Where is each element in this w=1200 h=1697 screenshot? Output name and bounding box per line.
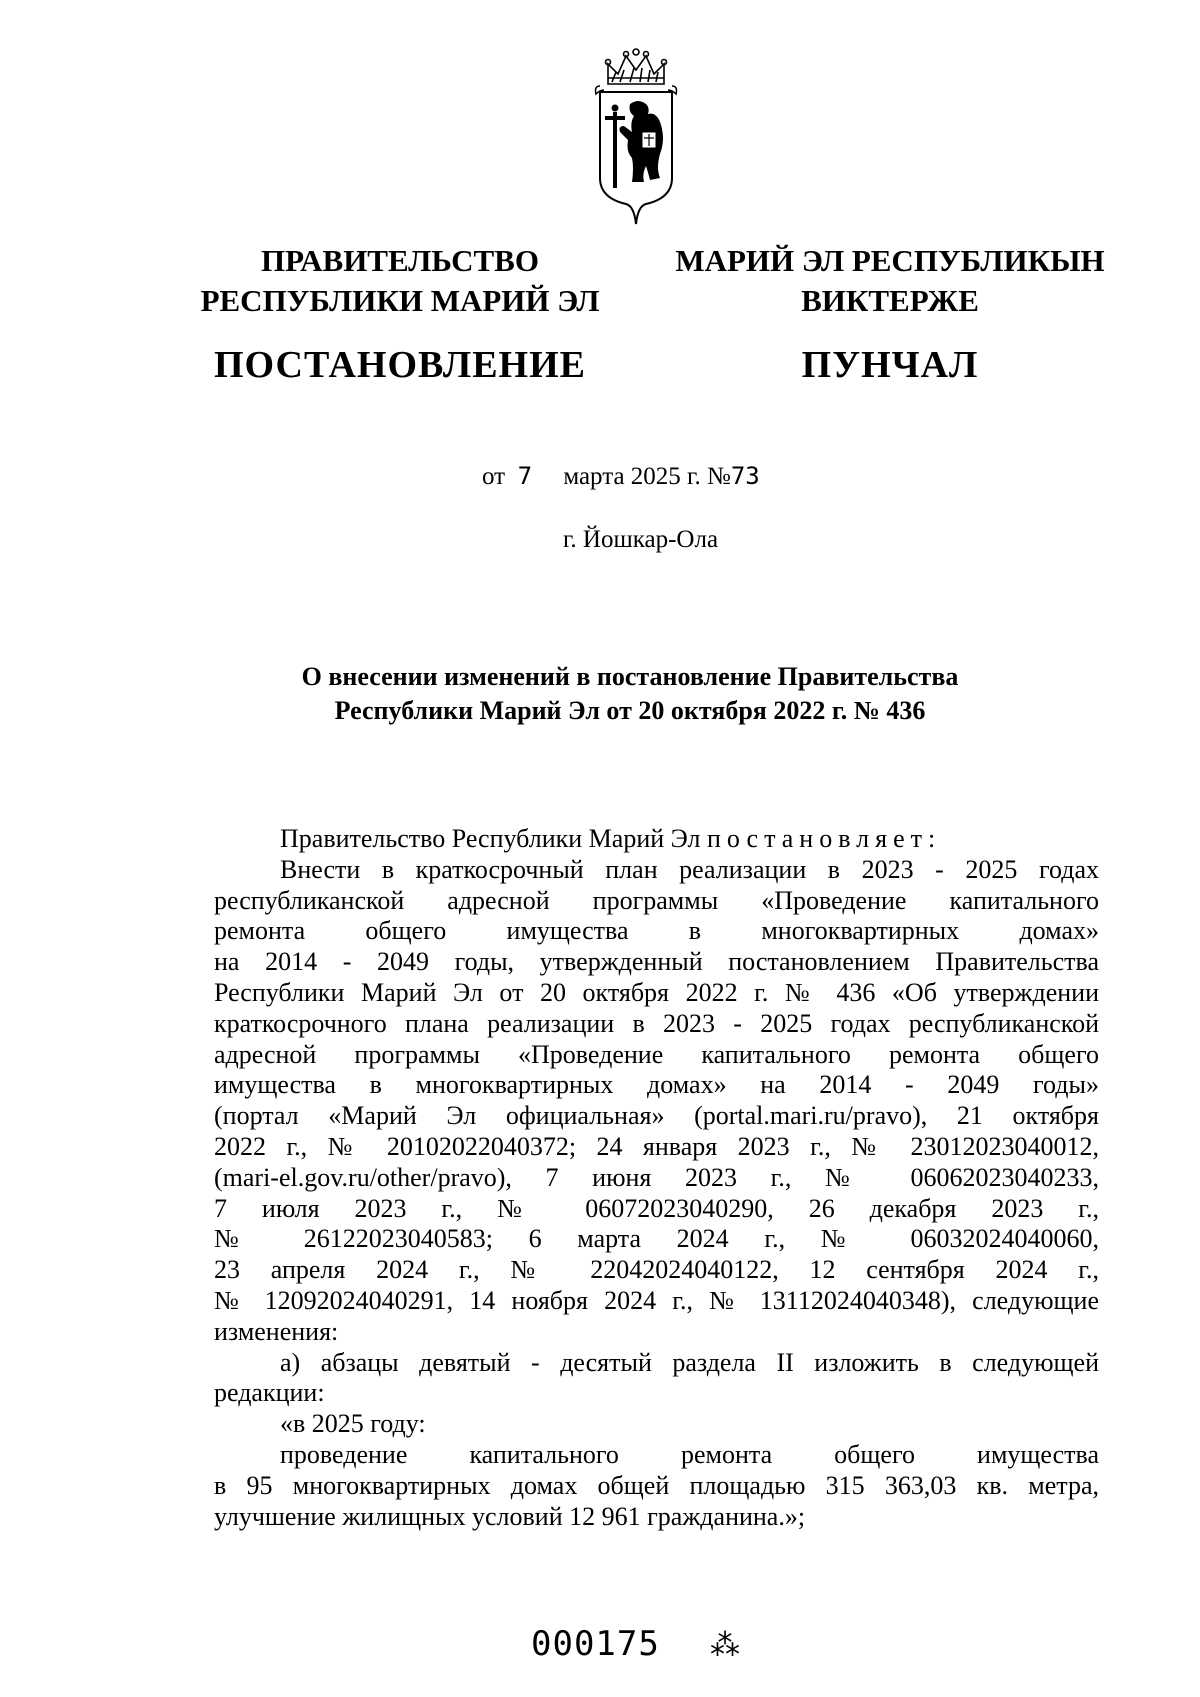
body-line: республиканской адресной программы «Проведение капитального (214, 885, 1099, 915)
body-line: «в 2025 году: (280, 1409, 426, 1439)
body-line: № 12092024040291, 14 ноября 2024 г., № 13112024040348), следующие (214, 1285, 1099, 1315)
form-serial-number: 000175 (531, 1624, 660, 1664)
document-number: 73 (730, 462, 760, 490)
body-line: Республики Марий Эл от 20 октября 2022 г. № 436 «Об утверждении (214, 977, 1099, 1007)
body-line: Внести в краткосрочный план реализации в 2023 - 2025 годах (280, 854, 1099, 884)
intro-paragraph (214, 824, 1099, 855)
body-line: адресной программы «Проведение капитального ремонта общего (214, 1039, 1099, 1069)
intro-prefix: Правительство Республики Марий Эл (280, 824, 707, 853)
body-line: редакции: (214, 1378, 325, 1408)
date-day: 7 (517, 462, 533, 490)
ornament-icon: ⁂ (710, 1628, 740, 1663)
title-line-1: О внесении изменений в постановление Правительства (301, 662, 959, 691)
header-left-doc-type: ПОСТАНОВЛЕНИЕ (213, 344, 587, 386)
body-line: № 26122023040583; 6 марта 2024 г., № 06032024040060, (214, 1224, 1099, 1254)
document-title (230, 660, 1030, 728)
header-left (200, 241, 600, 387)
document-city: г. Йошкар-Ола (563, 526, 719, 553)
body-line: 23 апреля 2024 г., № 22042024040122, 12 сентября 2024 г., (214, 1255, 1099, 1285)
header-right-doc-type: ПУНЧАЛ (801, 344, 979, 386)
document-date (482, 462, 760, 491)
header-left-line2: РЕСПУБЛИКИ МАРИЙ ЭЛ (200, 283, 600, 318)
body-line: (mari-el.gov.ru/other/pravo), 7 июня 2023 г., № 06062023040233, (214, 1162, 1099, 1192)
body-line: имущества в многоквартирных домах» на 2014 - 2049 годы» (214, 1070, 1099, 1100)
date-prefix: от (482, 463, 506, 490)
body-line: в 95 многоквартирных домах общей площадью 315 363,03 кв. метра, (214, 1470, 1099, 1500)
body-line: проведение капитального ремонта общего имущества (280, 1439, 1099, 1469)
body-line: на 2014 - 2049 годы, утвержденный постановлением Правительства (214, 947, 1099, 977)
body-line: ремонта общего имущества в многоквартирных домах» (214, 916, 1099, 946)
intro-verb: постановляет: (706, 824, 942, 853)
body-line: 7 июля 2023 г., № 06072023040290, 26 декабря 2023 г., (214, 1193, 1099, 1223)
title-line-2: Республики Марий Эл от 20 октября 2022 г. № 436 (334, 696, 926, 725)
header-right-line1: МАРИЙ ЭЛ РЕСПУБЛИКЫН (675, 243, 1105, 278)
header-right (660, 241, 1120, 387)
body-line: а) абзацы девятый - десятый раздела II изложить в следующей (280, 1347, 1099, 1377)
document-body (214, 824, 1099, 1532)
header-left-line1: ПРАВИТЕЛЬСТВО (261, 243, 539, 278)
body-line: 2022 г., № 20102022040372; 24 января 2023 г., № 23012023040012, (214, 1131, 1099, 1161)
body-line: краткосрочного плана реализации в 2023 - 2025 годах республиканской (214, 1008, 1099, 1038)
coat-of-arms-icon (586, 48, 686, 226)
date-month-year: марта 2025 г. № (563, 463, 731, 490)
body-line: улучшение жилищных условий 12 961 гражданина.»; (214, 1501, 806, 1531)
body-line: изменения: (214, 1316, 339, 1346)
body-line: (портал «Марий Эл официальная» (portal.mari.ru/pravo), 21 октября (214, 1101, 1099, 1131)
header-right-line2: ВИКТЕРЖЕ (801, 283, 979, 318)
